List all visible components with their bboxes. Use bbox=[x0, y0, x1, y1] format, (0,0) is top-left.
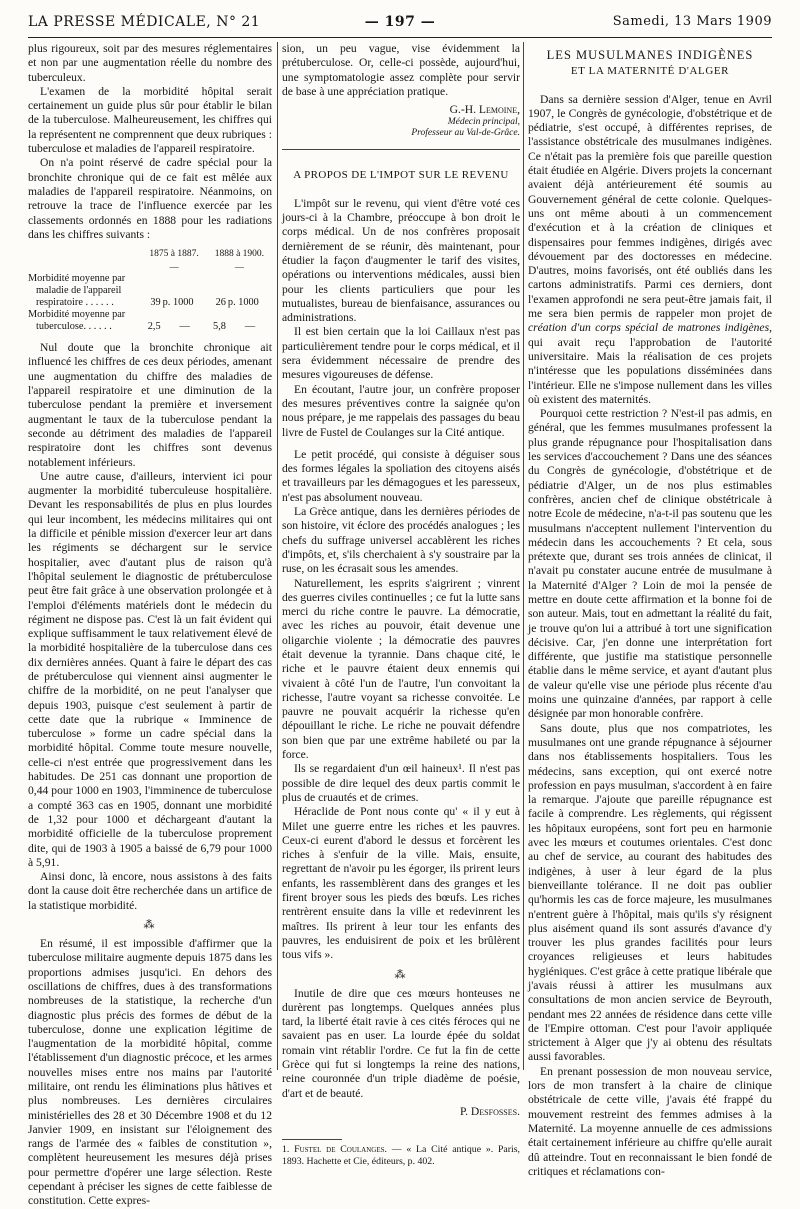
paragraph: Nul doute que la bronchite chronique ait influencé les chiffres de ces deux périodes, amenant une augmentation du chiffre des maladies de l'appareil respiratoire et une diminution de la tuberculose pendant la première et inversement augmentant le taux de la tuberculose pendant la seconde au détriment des maladies de l'appareil respiratoire dont les chiffres sont devenus notablement inférieurs. bbox=[28, 341, 272, 469]
paragraph: Héraclide de Pont nous conte qu' « il y eut à Milet une guerre entre les riches et les pauvres. Ceux-ci eurent d'abord le dessus et forcèrent les riches à s'enfuir de la ville. Mais, ensuite, regrettant de n'avoir pu les égorger, ils prirent leurs enfants, les rassemblèrent dans des granges et les firent broyer sous les pieds des bœufs. Les riches rentrèrent ensuite dans la ville et redevinrent les maîtres. Ils prirent à leur tour les enfants des pauvres, les enduisirent de poix et les brûlèrent tous vifs ». bbox=[282, 805, 520, 962]
paragraph bbox=[528, 93, 772, 408]
paragraph: En écoutant, l'autre jour, un confrère proposer des mesures préventives contre la saignée qu'on nous prépare, je me rappelais des passages du beau livre de Fustel de Coulanges sur la Cité antique. bbox=[282, 382, 520, 439]
column-3 bbox=[528, 42, 772, 1178]
paragraph: Sans doute, plus que nos compatriotes, les musulmanes ont une grande répugnance à séjourner dans nos établissements hospitaliers. Tous les médecins, sans exception, qui ont exercé notre profession en pays musulman, s'accordent à en faire la remarque. J'ajoute que pareille répugnance est facile à comprendre. Les règlements, qui régissent les hôpitaux européens, sont fort peu en harmonie avec les mœurs et coutumes orientales. C'est donc au chef de service, au courant des habitudes des indigènes, à user à leur égard de la plus bienveillante tolérance. Il ne doit pas oublier qu'hormis les cas de force majeure, les musulmanes n'entrent guère à l'hôpital, mais qu'ils s'y résignent plus aisément quand ils sont assurés d'avance d'y trouver les plus grandes facilités pour leurs croyances religieuses et leurs habitudes hygiéniques. C'est grâce à cette pratique libérale que j'avais réussi à attirer les musulmans aux consultations de mon ancien service de Beyrouth, pendant mes 22 années de résidence dans cette ville de l'Empire ottoman. C'est pour l'avoir appliquée strictement à Alger que j'y ai obtenu des résultats aussi favorables. bbox=[528, 721, 772, 1064]
table-cell: 26 bbox=[215, 297, 226, 309]
column-divider-1 bbox=[277, 42, 278, 1070]
paragraph: Naturellement, les esprits s'aigrirent ; vinrent des guerres civiles continuelles ; ce fut la lutte sans merci du riche contre le pauvre. La démocratie, avec les riches au pouvoir, était devenue une oligarchie violente ; la démocratie des pauvres était devenue la tyrannie. Dans chaque cité, le riche et le pauvre étaient deux ennemis qui vivaient à côté l'un de l'autre, l'un convoitant la richesse, l'autre voyant sa richesse convoitée. Le pauvre ne pouvait acquérir la richesse qu'en dépouillant le riche. Le riche ne pouvait défendre son bien que par une extrême habileté ou par la force. bbox=[282, 576, 520, 762]
footnote-number: 1. bbox=[282, 1144, 290, 1156]
table-row-label: Morbidité moyenne par bbox=[28, 273, 126, 285]
paragraph-emphasis: création d'un corps spécial de matrones indigènes bbox=[528, 321, 770, 335]
table-header-period-1: 1875 à 1887. bbox=[149, 249, 199, 260]
author-role: Professeur au Val-de-Grâce. bbox=[411, 128, 520, 139]
paragraph: Ainsi donc, là encore, nous assistons à des faits dont la cause doit être recherchée dans un artifice de la statistique morbidité. bbox=[28, 870, 272, 912]
paragraph: En prenant possession de mon nouveau service, lors de mon transfert à la chaire de clinique obstétricale de cette ville, j'avais été frappé du mouvement restreint des femmes admises à la Maternité. La moyenne annuelle de ces admissions était certainement inférieure au chiffre qu'elle aurait dû atteindre. Tout en reconnaissant le bien fondé de critiques et réclamations con- bbox=[528, 1064, 772, 1178]
paragraph-text: Dans sa dernière session d'Alger, tenue en Avril 1907, le Congrès de gynécologie, d'obstétrique et de pédiatrie, s'est occupé, à différentes reprises, de l'assistance obstétricale des musulmanes indigènes. Ce n'était pas la première fois que pareille question était étudiée en Algérie. Divers projets la concernant avaient déjà antérieurement été soumis au Gouvernement général de cette colonie. Quelques-uns ont même abouti à un commencement d'exécution et à la création de cliniques et dispensaires pour femmes indigènes, dirigés avec dévouement par des doctoresses en médecine. D'autres, moins favorisés, ont été oubliés dans les cartons administratifs. Parmi ces derniers, dont l'examen approfondi ne sera peut-être jamais fait, il me sera bien permis de rappeler mon projet de bbox=[528, 92, 772, 321]
paragraph: Il est bien certain que la loi Caillaux n'est pas particulièrement tendre pour le corps médical, et il sera évidemment nécessaire de prendre des mesures vigoureuses de défense. bbox=[282, 325, 520, 382]
footnote-divider bbox=[282, 1139, 342, 1140]
table-cell: 39 bbox=[150, 297, 161, 309]
paragraph: Inutile de dire que ces mœurs honteuses ne durèrent pas longtemps. Quelques années plus tard, la liberté était ravie à ces cités féroces qui ne savaient pas en user. La lourde épée du soldat romain vint rétablir l'ordre. Ce fut la fin de cette Grèce qui fut si longtemps la reine des nations, reine couronnée d'un triple diadème de poésie, d'art et de beauté. bbox=[282, 986, 520, 1100]
table-row-label: maladie de l'appareil bbox=[36, 285, 122, 297]
article-subtitle: ET LA MATERNITÉ D'ALGER bbox=[570, 65, 730, 78]
paragraph: sion, un peu vague, vise évidemment la prétuberculose. Or, celle-ci possède, aujourd'hui, une symptomatologie assez complète pour servir de base à une appréciation pratique. bbox=[282, 42, 520, 98]
paragraph: En résumé, il est impossible d'affirmer que la tuberculose militaire augmente depuis 1875 dans les proportions admises jusqu'ici. En dehors des oscillations de chiffres, dues à des transformations nombreuses de la statistique, la recherche d'un diagnostic plus précis des formes de début de la tuberculose, donne une explication légitime de l'augmentation de la morbidité hôpital, comme l'établissement d'un diagnostic précoce, et les armes nouvelles mises entre nos mains par l'autorité militaire, ont rendu les éliminations plus hâtives et plus nombreuses. Les dernières circulaires ministérielles des 28 et 30 Décembre 1908 et du 12 Janvier 1909, en insistant sur l'éloignement des rangs de l'armée des « faibles de constitution », complètent heureusement les mesures déjà prises pour permettre d'opérer une large sélection. Reste cependant à préciser les signes de cette faiblesse de constitution. Cette expres- bbox=[28, 937, 272, 1208]
paragraph: L'impôt sur le revenu, qui vient d'être voté ces jours-ci à la Chambre, préoccupe à bon droit le corps médical. Un de nos confrères proposait dernièrement de se réunir, dès maintenant, pour étudier la façon d'augmenter le tarif des visites, opérations ou interventions médicales, aussi bien pour les clients particuliers que pour les mutualistes, bureau de bienfaisance, assurances ou administrations. bbox=[282, 196, 520, 325]
table-row-label: Morbidité moyenne par bbox=[28, 309, 126, 321]
article-title: A PROPOS DE L'IMPOT SUR LE REVENU bbox=[293, 169, 509, 182]
table-cell: 5,8 bbox=[213, 321, 226, 333]
paragraph: Pourquoi cette restriction ? N'est-il pas admis, en général, que les femmes musulmanes professent la plus grande répugnance pour l'hospitalisation dans les services d'accouchement ? Dans une des séances du Congrès de gynécologie, d'obstétrique et de pédiatrie d'Alger, un de nos plus estimables confrères, ancien chef de clinique obstétricale à notre Ecole de médecine, n'a-t-il pas soutenu que les musulmans n'acceptent nullement l'intervention du médecin dans les accouchements ? Et cela, sous prétexte que, durant ses trois années de clinicat, il n'avait pu constater aucune entrée de musulmane à la Maternité d'Alger ? Loin de moi la pensée de mettre en doute cette affirmation et la bonne foi de son auteur. Mais, tout en admettant la réalité du fait, je trouve qu'on lui a attribué à tort une signification décisive. Car, j'en donne une interprétation fort différente, que justifie ma statistique personnelle établie dans le même service, et ayant d'autant plus de valeur qu'elle vise une période plus récente d'au moins une quinzaine d'années, par rapport à celle désignée par mon honorable confrère. bbox=[528, 407, 772, 721]
paragraph: On n'a point réservé de cadre spécial pour la bronchite chronique qui de ce fait est mêlée aux maladies de l'appareil respiratoire. Néanmoins, on retrouve la trace de l'influence exercée par les classements ordonnés en 1888 pour les radiations dans les chiffres suivants : bbox=[28, 156, 272, 241]
morbidity-table bbox=[28, 248, 272, 333]
running-head bbox=[28, 14, 772, 36]
section-separator: ⁂ bbox=[143, 919, 157, 932]
column-divider-2 bbox=[523, 42, 524, 1070]
footnote-author: Fustel de Coulanges. bbox=[294, 1144, 387, 1156]
column-1 bbox=[28, 42, 272, 1208]
header-rule bbox=[28, 37, 772, 38]
author-signature: P. Desfosses. bbox=[459, 1104, 520, 1118]
paragraph: Ils se regardaient d'un œil haineux¹. Il n'est pas possible de dire lequel des deux partis commit le plus de cruautés et de crimes. bbox=[282, 762, 520, 804]
footnote-text: — « La Cité antique ». Paris, 1893. Hachette et Cie, éditeurs, p. 402. bbox=[282, 1144, 520, 1168]
paragraph: plus rigoureux, soit par des mesures réglementaires et non par une augmentation réelle du nombre des tuberculeux. bbox=[28, 42, 272, 84]
page-number: — 197 — bbox=[364, 14, 436, 30]
paragraph: Le petit procédé, qui consiste à déguiser sous des formes légales la spoliation des citoyens aisés et travailleurs par les démagogues et les paresseux, n'est pas absolument nouveau. bbox=[282, 447, 520, 504]
table-row-label: respiratoire . . . . . . bbox=[36, 297, 114, 309]
paragraph: L'examen de la morbidité hôpital serait certainement un guide plus sûr pour établir le bilan de la tuberculose. Malheureusement, les chiffres qui la représentent ne comprennent que deux rubriques : tuberculose et maladies de l'appareil respiratoire. bbox=[28, 84, 272, 156]
author-signature: G.-H. Lemoine, bbox=[449, 103, 520, 117]
table-header-period-2: 1888 à 1900. bbox=[214, 249, 265, 260]
issue-date: Samedi, 13 Mars 1909 bbox=[612, 14, 772, 29]
table-cell: — bbox=[244, 321, 256, 333]
article-title: LES MUSULMANES INDIGÈNES bbox=[546, 48, 754, 62]
table-cell: — bbox=[179, 321, 190, 333]
paragraph-text: , qui avait reçu l'approbation de l'autorité universitaire. Mais la réalisation de ces projets n'intéresse que les populations disséminées dans l'intérieur. Elle ne s'impose nullement dans les villes où existent des maternités. bbox=[528, 321, 772, 406]
table-cell: 2,5 bbox=[147, 321, 161, 333]
table-cell: p. 1000 bbox=[227, 297, 259, 309]
table-dash: — bbox=[234, 262, 244, 273]
paragraph: Une autre cause, d'ailleurs, intervient ici pour augmenter la morbidité tuberculeuse hospitalière. Devant les responsabilités de plus en plus lourdes qui leur incombent, les médecins militaires qui ont la difficile et pénible mission d'exercer leur art dans les régiments se déchargent sur le service hospitalier, avec d'autant plus de raison qu'à l'hôpital seulement le diagnostic de prétuberculose peut être fait grâce à une observation prolongée et à l'emploi d'éléments matériels dont le médecin du régiment ne dispose pas. C'est là un fait évident qui explique suffisamment le taux relativement élevé de la morbidité hospitalière de la tuberculose dans ces dix dernières années. Quant à faire le départ des cas de prétuberculose qui viennent ainsi augmenter le chiffre de la morbidité, on ne peut l'analyser que depuis 1903, puisque c'est seulement à partir de cette date que la rubrique « Imminence de tuberculose » forme un cadre spécial dans la morbidité hôpital. Comme toute mesure nouvelle, celle-ci n'est entrée que progressivement dans les habitudes. De 251 cas donnant une proportion de 0,44 pour 1000 en 1903, l'imminence de tuberculose a compté 363 cas en 1905, donnant une morbidité de 1,32 pour 1000 et déchargeant d'autant la morbidité officielle de la tuberculose proprement dite, qui de 1903 à 1905 a baissé de 6,79 pour 1000 à 5,91. bbox=[28, 469, 272, 869]
author-role: Médecin principal, bbox=[447, 117, 520, 128]
journal-name: LA PRESSE MÉDICALE, N° 21 bbox=[28, 14, 261, 30]
column-2 bbox=[282, 42, 520, 1168]
footnote bbox=[282, 1144, 520, 1168]
paragraph: La Grèce antique, dans les dernières périodes de son histoire, vit éclore des procédés analogues ; les chefs du suffrage universel accablèrent les riches d'impôts, et, s'ils cherchaient à s'y soustraire par la ruse, on les écrasait sous les amendes. bbox=[282, 505, 520, 576]
table-row-label: tuberculose. . . . . . bbox=[36, 321, 112, 333]
article-divider bbox=[282, 149, 520, 150]
table-dash: — bbox=[169, 262, 179, 273]
table-cell: p. 1000 bbox=[162, 297, 194, 309]
section-separator: ⁂ bbox=[394, 968, 408, 981]
